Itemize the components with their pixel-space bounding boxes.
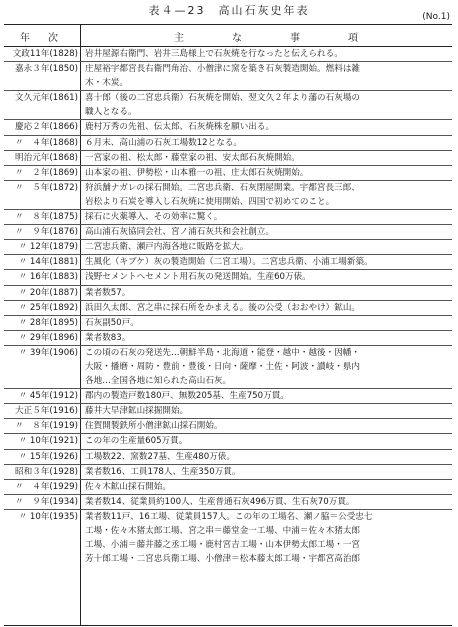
row-event: 生風化（キブケ）灰の製造開始（二宮工場）。二宮忠兵衛、小浦工場新築。 [85,257,373,268]
row-event: この年の生産量605万貫。 [85,436,188,447]
row-year: 〃 45年(1912) [18,391,78,402]
table-row [4,91,452,120]
table-row [4,240,452,255]
row-year: 文政11年(1828) [12,49,78,59]
header-event-char: 主 [174,33,188,44]
row-year: 〃 ８年(1919) [15,421,78,432]
row-event: 浜田久太郎、宮之串に採石所をかまえる。後の公受（おおやけ）鉱山。 [85,302,361,313]
row-event: ６月末、高山浦の石灰工場数12となる。 [85,137,243,148]
table-row [4,419,452,434]
row-event: 喜十郎（後の二宮忠兵衛）石灰焼を開始、翌文久２年より藩の石灰場の 職人となる。 [85,93,361,118]
table-row [4,480,452,495]
table-row [4,166,452,181]
row-year: 〃 25年(1892) [18,302,78,313]
row-year: 〃 15年(1926) [18,451,78,462]
page-number: (No.1) [422,12,450,22]
table-row [4,151,452,166]
table-row [4,346,452,389]
header-event-char: な [232,33,246,44]
row-year: 〃 29年(1896) [18,332,78,343]
table-body [4,47,452,625]
header-event-char: 項 [348,33,362,44]
table-row [4,255,452,270]
table-row [4,225,452,240]
row-event: 浅野セメントへセメント用石灰の発送開始。生産60万俵。 [85,272,311,283]
header-event-char: 事 [290,33,304,44]
table-row [4,120,452,135]
row-event: 藤井大早津鉱山採掘開始。 [85,406,189,417]
row-event: 岩井屋源右衛門、岩井三島様上で石灰焼を行なったと伝えられる。 [85,49,343,59]
table-row [4,210,452,225]
row-event: 郡内の製造戸数180戸、無数205基、生産750万貫。 [85,391,289,402]
table-row [4,62,452,91]
row-year: 〃 ５年(1872) [15,182,78,193]
row-event: 業者数11戸、16工場、従業員157人。この年の工場名、瀬ノ脇＝公受忠七 工場・佐々木猪太郎工場、宮之串＝藤堂金一工場、中浦＝佐々木猪太郎 工場、小浦＝藤井藤之丞工場・鹿村宮吉工場・山本伊勢太郎工場・一宮 芳十郎工場・二宮忠兵衛工場、小僧津＝松本藤太郎工場・宇都宮高治郎 [85,511,373,565]
table-row [4,510,452,566]
row-year: 〃 12年(1879) [18,242,78,253]
row-event: 庄屋裕宇都宮長右衛門角治、小僧津に窯を築き石灰製造開始。燃料は雑 木・木炭。 [85,64,361,89]
row-year: 〃 ２年(1869) [15,167,78,178]
table-row [4,404,452,419]
row-event: 佐々木鉱山採石開始。 [85,481,171,492]
row-year: 〃 ４年(1868) [15,137,78,148]
row-year: 〃 ９年(1876) [15,227,78,238]
row-event: 鹿村万秀の先祖、伝太郎、石灰焼株を願い出る。 [85,122,275,133]
table-row [4,301,452,316]
row-event: 業者数16、工員178人、生産350万貫。 [85,466,241,477]
row-year: 〃 ８年(1875) [15,212,78,223]
row-year: 〃 ４年(1929) [15,481,78,492]
row-year: 〃 ９年(1934) [15,496,78,507]
table-row [4,331,452,346]
table-header [4,25,452,47]
chronology-table [4,24,452,626]
row-year: 嘉永３年(1850) [15,64,78,75]
header-year: 年 次 [20,33,62,44]
row-event: 採石に火薬導入、その効率に驚く。 [85,212,223,223]
row-year: 文久元年(1861) [15,93,78,104]
row-year: 〃 20年(1887) [18,287,78,298]
table-row [4,316,452,331]
row-event: 業者数14、従業員約100人、生産普通石灰496万貫、生石灰70万貫。 [85,496,355,507]
row-year: 〃 10年(1935) [18,511,78,522]
row-year: 〃 28年(1895) [18,317,78,328]
row-year: 慶応２年(1866) [15,122,78,133]
row-year: 〃 39年(1906) [18,347,78,358]
row-year: 昭和３年(1928) [15,466,78,477]
row-event: 狩浜舗ナガレの採石開始。二宮忠兵衛、石灰閉屋開業。宇都宮長三郎、 岩松より石炭を導入し石灰焼に使用開始、四国で初めてのこと。 [85,182,360,207]
row-event: 住賀開製鉄所小僧津鉱山採石開始。 [85,421,223,432]
row-event: 業者数57。 [85,287,131,298]
row-year: 明治元年(1868) [15,152,78,163]
row-event: この頃の石灰の発送先…朝鮮半島・北海道・能登・越中・越後・因幡・ 大阪・播磨・周防・豊前・豊後・日向・薩摩・土佐・阿波・讃岐・県内 各地…全国各地に知られた高山石灰。 [85,347,361,387]
table-row [4,47,452,62]
table-row [4,136,452,151]
table-row [4,286,452,301]
row-event: 石灰副50戸。 [85,317,139,328]
row-event: 工場数22、窯数27基、生産480万俵。 [85,451,235,462]
header-events [84,29,452,44]
table-row [4,465,452,480]
row-event: 業者数83。 [85,332,131,343]
table-row [4,181,452,210]
table-row [4,389,452,404]
row-event: 一宮家の祖、松太郎・藤堂家の祖、安太郎石灰焼開始。 [85,152,300,163]
table-row [4,434,452,449]
table-row [4,270,452,285]
table-row [4,450,452,465]
row-event: 山本家の祖、伊勢松・山本雅一の祖、庄太郎石灰焼開始。 [85,167,309,178]
table-row [4,495,452,510]
page-title: 表４—23 高山石灰史年表 [148,4,310,17]
row-year: 〃 14年(1881) [18,257,78,268]
row-year: 〃 16年(1883) [18,272,78,283]
row-year: 〃 10年(1921) [18,436,78,447]
row-event: 高山浦石灰協同会社、宮ノ浦石灰共和会社創立。 [85,227,275,238]
row-year: 大正５年(1916) [15,406,78,417]
row-event: 二宮忠兵衛、瀬戸内海各地に販路を拡大。 [85,242,249,253]
